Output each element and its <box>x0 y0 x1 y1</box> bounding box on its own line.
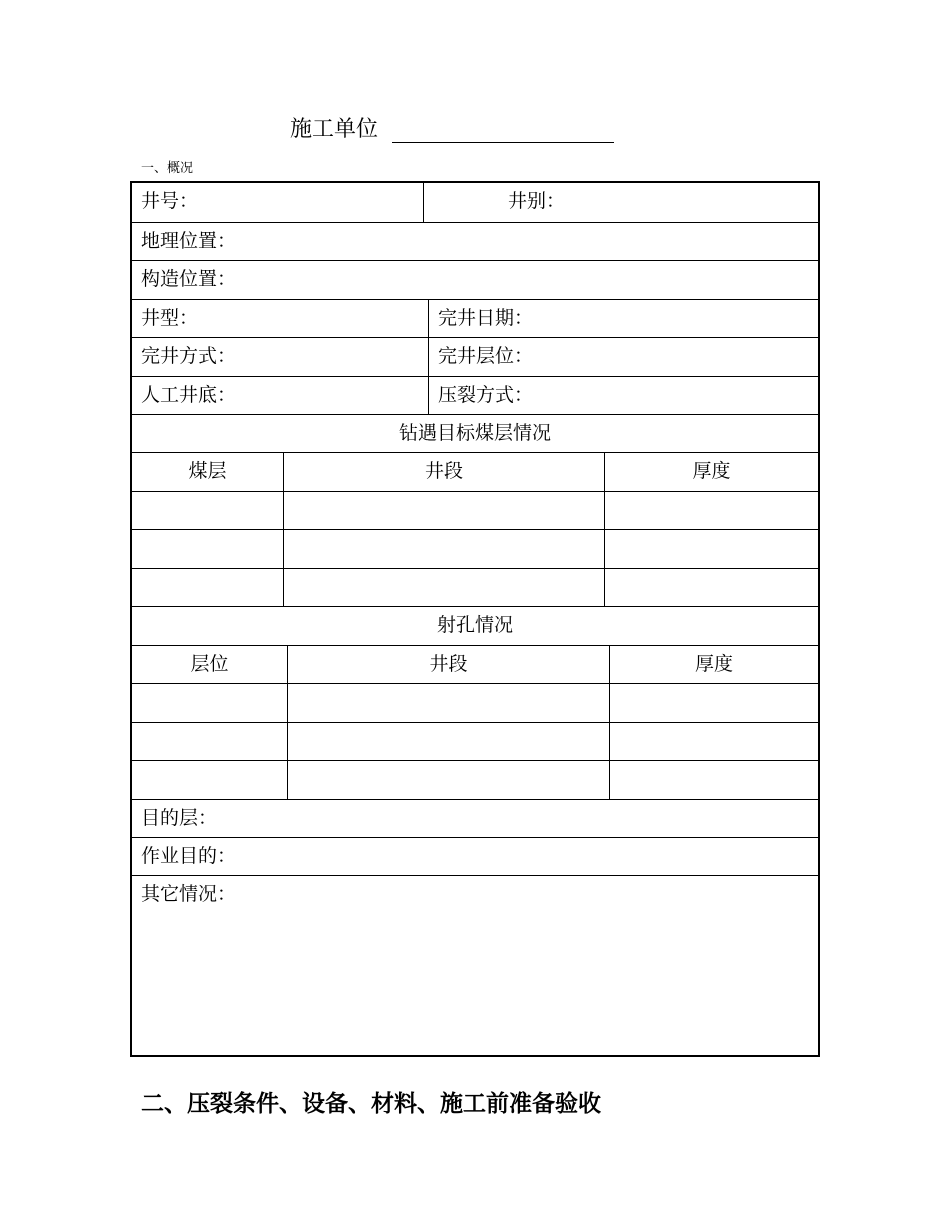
coal-row-interval-cell[interactable] <box>283 530 604 568</box>
well-no-cell[interactable]: 井号： <box>141 190 199 212</box>
perf-row-thickness-cell[interactable] <box>609 684 818 722</box>
row-structure-location <box>132 261 818 300</box>
target-layer-cell[interactable]: 目的层： <box>141 807 218 829</box>
coal-row-3 <box>132 569 818 607</box>
structure-location-cell[interactable]: 构造位置： <box>141 268 237 290</box>
overview-table <box>130 181 820 1057</box>
coal-row-interval-cell[interactable] <box>283 492 604 529</box>
section-overview-title: 一、概况 <box>141 161 194 176</box>
perf-row-layer-cell[interactable] <box>132 761 287 799</box>
perf-row-interval-cell[interactable] <box>287 684 609 722</box>
perf-row-layer-cell[interactable] <box>132 684 287 722</box>
well-class-cell[interactable]: 井别： <box>423 183 818 222</box>
construction-unit-label: 施工单位 <box>290 117 379 142</box>
coal-row-interval-cell[interactable] <box>283 569 604 606</box>
coal-row-layer-cell[interactable] <box>132 492 283 529</box>
completion-date-cell[interactable]: 完井日期： <box>428 300 818 337</box>
perf-row-layer-cell[interactable] <box>132 723 287 760</box>
coal-row-layer-cell[interactable] <box>132 530 283 568</box>
row-coal-headers <box>132 453 818 492</box>
coal-row-1 <box>132 492 818 530</box>
perf-header-interval: 井段 <box>287 646 609 683</box>
row-well-type <box>132 300 818 338</box>
row-perf-section-title <box>132 607 818 646</box>
perf-row-thickness-cell[interactable] <box>609 761 818 799</box>
row-coal-section-title <box>132 415 818 453</box>
coal-row-2 <box>132 530 818 569</box>
artificial-bottom-cell[interactable]: 人工井底： <box>141 384 237 406</box>
coal-header-interval: 井段 <box>283 453 604 491</box>
coal-row-thickness-cell[interactable] <box>604 492 818 529</box>
perf-row-thickness-cell[interactable] <box>609 723 818 760</box>
coal-header-layer: 煤层 <box>188 460 227 482</box>
geo-location-cell[interactable]: 地理位置： <box>141 230 237 252</box>
row-other-info <box>132 876 818 1055</box>
row-completion-method <box>132 338 818 377</box>
well-type-cell[interactable]: 井型： <box>141 307 199 329</box>
row-geo-location <box>132 223 818 261</box>
coal-row-thickness-cell[interactable] <box>604 530 818 568</box>
frac-method-cell[interactable]: 压裂方式： <box>428 377 818 414</box>
row-well-no <box>132 183 818 223</box>
perf-row-1 <box>132 684 818 723</box>
perf-header-thickness: 厚度 <box>609 646 818 683</box>
completion-method-cell[interactable]: 完井方式： <box>141 345 237 367</box>
row-operation-purpose <box>132 838 818 876</box>
perf-header-layer: 层位 <box>190 653 229 675</box>
perf-row-2 <box>132 723 818 761</box>
perf-section-title: 射孔情况 <box>436 614 513 636</box>
perf-row-interval-cell[interactable] <box>287 761 609 799</box>
row-artificial-bottom <box>132 377 818 415</box>
section-acceptance-title: 二、压裂条件、设备、材料、施工前准备验收 <box>141 1091 601 1117</box>
construction-unit-blank[interactable] <box>392 112 614 143</box>
construction-unit-line <box>290 112 614 143</box>
perf-row-3 <box>132 761 818 800</box>
coal-section-title: 钻遇目标煤层情况 <box>398 422 551 444</box>
operation-purpose-cell[interactable]: 作业目的： <box>141 845 237 867</box>
coal-row-layer-cell[interactable] <box>132 569 283 606</box>
coal-header-thickness: 厚度 <box>604 453 818 491</box>
row-target-layer <box>132 800 818 838</box>
completion-layer-cell[interactable]: 完井层位： <box>428 338 818 376</box>
other-info-cell[interactable]: 其它情况： <box>141 883 237 905</box>
perf-row-interval-cell[interactable] <box>287 723 609 760</box>
row-perf-headers <box>132 646 818 684</box>
coal-row-thickness-cell[interactable] <box>604 569 818 606</box>
